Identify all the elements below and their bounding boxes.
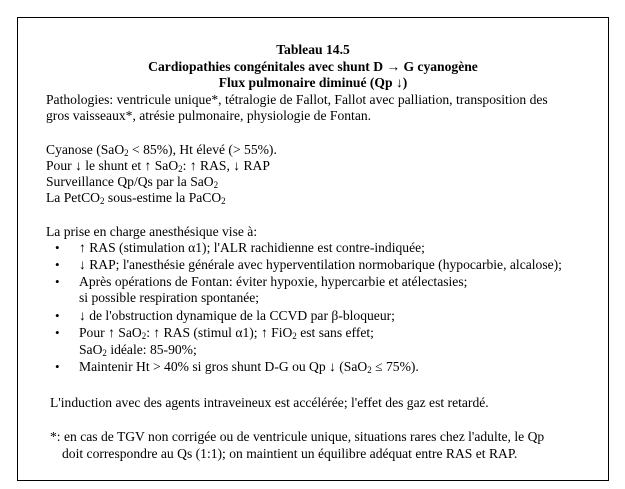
bullet-marker: • [55,257,60,272]
pathologies-line-1: Pathologies: ventricule unique*, tétralogie de Fallot, Fallot avec palliation, transposition des [46,92,548,107]
table-title: Cardiopathies congénitales avec shunt D → G cyanogène [148,58,478,74]
bullet-marker: • [55,325,60,340]
prise-item-fontan-cont: si possible respiration spontanée; [79,290,260,305]
petco2-line: La PetCO$_2$ sous-estime la PaCO$_2$ [46,190,226,206]
prise-item-sao2: Pour ↑ SaO$_2$: ↑ RAS (stimul α1); ↑ FiO$_2$ est sans effet; [79,325,374,341]
prise-intro: La prise en charge anesthésique vise à: [46,224,258,239]
bullet-marker: • [55,359,60,374]
bullet-marker: • [55,308,60,323]
surveillance-line: Surveillance Qp/Qs par la SaO$_2$ [46,174,219,190]
prise-item-ras: ↑ RAS (stimulation α1); l'ALR rachidienne est contre-indiquée; [79,240,425,255]
induction-note: L'induction avec des agents intraveineux est accélérée; l'effet des gaz est retardé. [50,395,489,410]
prise-item-sao2-cont: SaO$_2$ idéale: 85-90%; [79,342,197,358]
prise-item-rap: ↓ RAP; l'anesthésie générale avec hyperventilation normobarique (hypocarbie, alcalose); [79,257,562,272]
pathologies-line-2: gros vaisseaux*, atrésie pulmonaire, physiologie de Fontan. [46,108,372,123]
footnote-line-2: doit correspondre au Qs (1:1); on maintient un équilibre adéquat entre RAS et RAP. [62,446,518,461]
prise-item-ccvd: ↓ de l'obstruction dynamique de la CCVD par β-bloqueur; [79,308,395,323]
bullet-marker: • [55,274,60,289]
shunt-line: Pour ↓ le shunt et ↑ SaO$_2$: ↑ RAS, ↓ RAP [46,158,270,174]
cyanose-line: Cyanose (SaO$_2$ < 85%), Ht élevé (> 55%). [46,142,277,158]
bullet-marker: • [55,240,60,255]
footnote-line-1: *: en cas de TGV non corrigée ou de ventricule unique, situations rares chez l'adulte, le Qp [50,429,545,444]
table-header [18,42,608,92]
table-number: Tableau 14.5 [276,42,350,57]
table-frame [17,17,609,481]
prise-item-ht: Maintenir Ht > 40% si gros shunt D-G ou Qp ↓ (SaO$_2$ ≤ 75%). [79,359,419,375]
prise-item-fontan: Après opérations de Fontan: éviter hypoxie, hypercarbie et atélectasies; [79,274,468,289]
table-subtitle: Flux pulmonaire diminué (Qp ↓) [218,75,408,90]
